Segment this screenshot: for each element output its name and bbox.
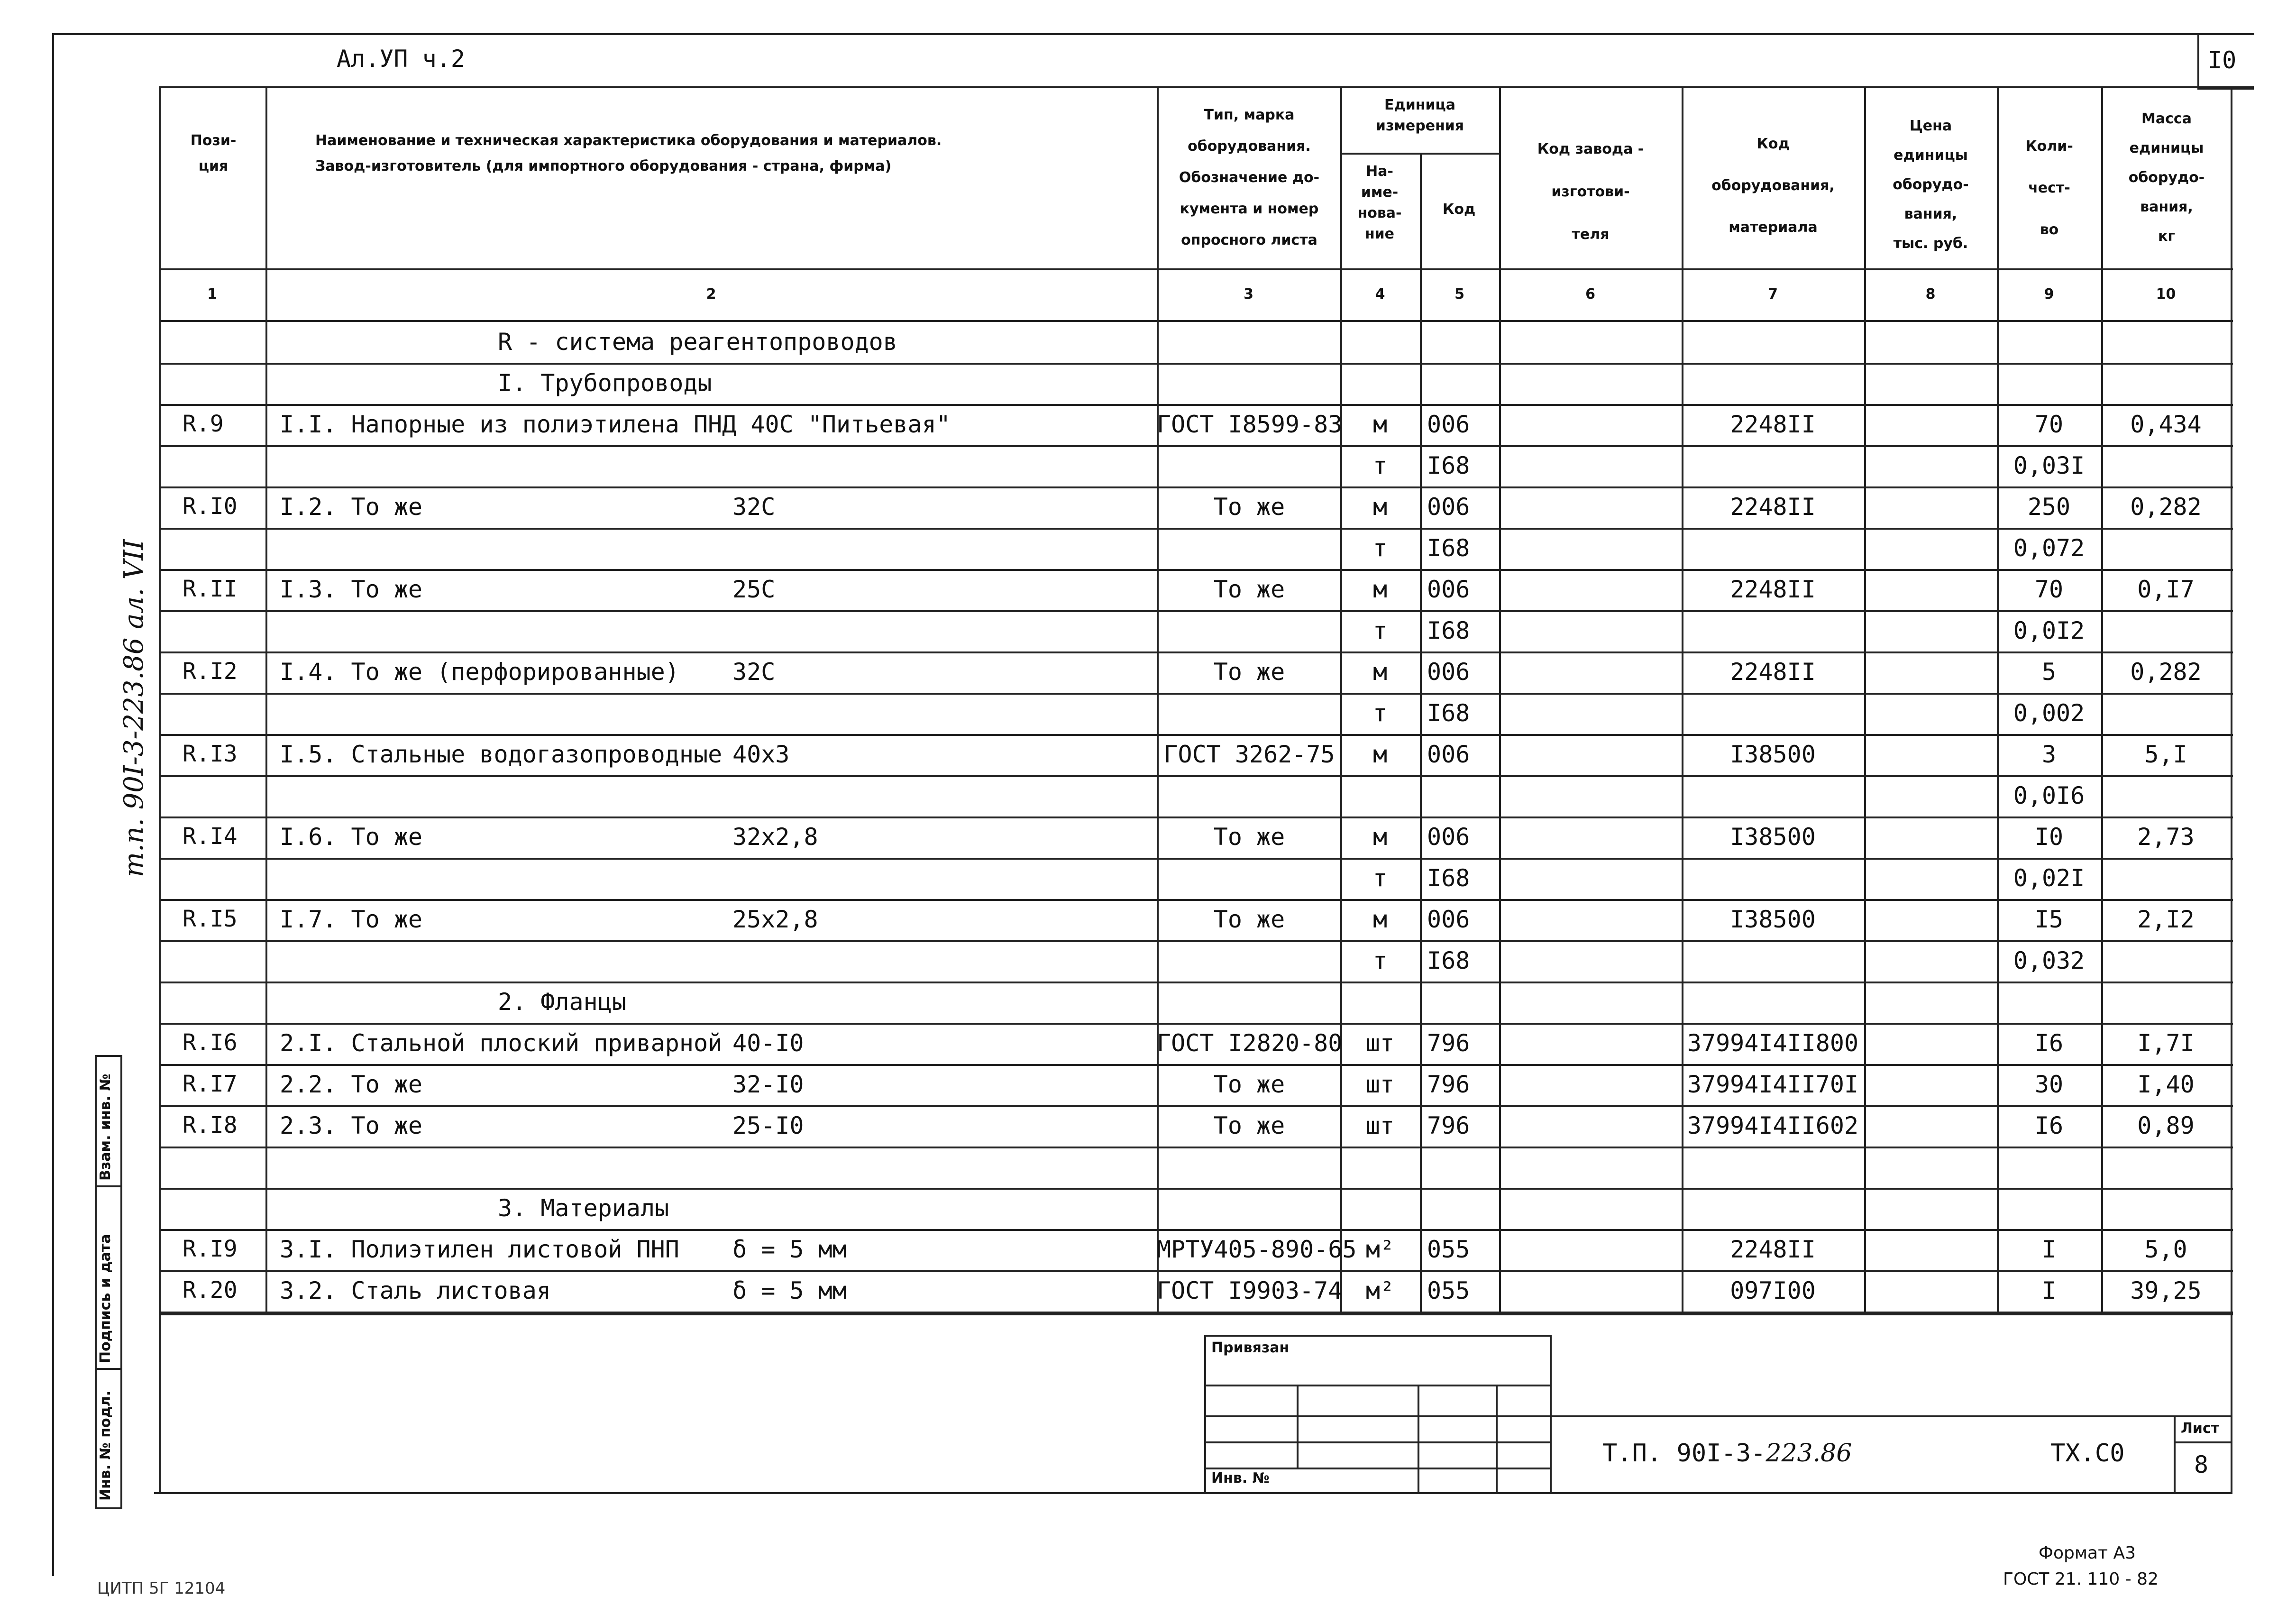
column-number: 8 — [1925, 286, 1936, 303]
row-mass: I,40 — [2137, 1071, 2195, 1098]
row-doc: То же — [1213, 823, 1285, 851]
row-unit: м — [1372, 906, 1388, 933]
row-material-code: 2248II — [1730, 658, 1816, 686]
row-code: I68 — [1427, 947, 1470, 974]
row-unit: м — [1372, 741, 1388, 768]
side-project-text: т.п. 90I-3-223.86 ал. VII — [119, 539, 149, 877]
row-quantity: 0,02I — [2013, 864, 2085, 892]
column-number: 1 — [207, 286, 217, 303]
row-line — [159, 1229, 2233, 1231]
corner-number: I0 — [2208, 46, 2237, 74]
bound-label: Привязан — [1211, 1340, 1290, 1356]
row-code: I68 — [1427, 864, 1470, 892]
row-name: 3.I. Полиэтилен листовой ПНП — [280, 1236, 679, 1263]
side-stamp-replace: Взам. инв. № — [97, 1073, 114, 1181]
bound-line3 — [1204, 1441, 1550, 1443]
row-position: R.I2 — [183, 658, 238, 685]
row-size: 25-I0 — [732, 1112, 804, 1139]
row-code: I68 — [1427, 699, 1470, 727]
header-col3: Тип, марка оборудования. Обозначение до- кумента и номер опросного листа — [1179, 107, 1320, 248]
row-material-code: 2248II — [1730, 411, 1816, 438]
row-mass: 2,I2 — [2137, 906, 2195, 933]
row-quantity: I — [2041, 1277, 2057, 1304]
row-quantity: 70 — [2034, 411, 2064, 438]
row-name: 2.3. То же — [280, 1112, 423, 1139]
column-number: 5 — [1454, 286, 1464, 303]
row-position: R.I4 — [183, 823, 238, 850]
column-number: 4 — [1375, 286, 1385, 303]
column-number: 10 — [2156, 286, 2176, 303]
row-line — [159, 1188, 2233, 1190]
row-quantity: 0,0I6 — [2013, 782, 2085, 809]
row-code: 055 — [1427, 1277, 1470, 1304]
project-prefix: Т.П. 90I-3- — [1602, 1439, 1766, 1468]
row-unit: т — [1372, 534, 1388, 562]
row-material-code: 2248II — [1730, 1236, 1816, 1263]
row-position: R.I3 — [183, 741, 238, 767]
row-code: 006 — [1427, 741, 1470, 768]
row-mass: 39,25 — [2130, 1277, 2202, 1304]
row-unit: м — [1372, 576, 1388, 603]
sheet-number: 8 — [2194, 1451, 2209, 1478]
row-code: 006 — [1427, 411, 1470, 438]
section-title: I. Трубопроводы — [498, 369, 712, 397]
row-position: R.I8 — [183, 1112, 238, 1138]
row-line — [159, 940, 2233, 942]
row-unit: м² — [1365, 1236, 1395, 1263]
sheet-label: Лист — [2181, 1420, 2220, 1437]
row-position: R.9 — [183, 411, 224, 437]
row-doc: То же — [1213, 658, 1285, 686]
row-quantity: I0 — [2034, 823, 2064, 851]
row-size: 40-I0 — [732, 1029, 804, 1057]
side-stamp-div2 — [95, 1368, 122, 1370]
row-line — [159, 363, 2233, 365]
bound-line4 — [1204, 1468, 1550, 1469]
row-doc: То же — [1213, 576, 1285, 603]
header-col1: Пози- ция — [190, 132, 237, 174]
row-code: 006 — [1427, 823, 1470, 851]
numbers-bottom-line — [159, 320, 2233, 322]
header-col6: Код завода - изготови- теля — [1537, 141, 1644, 243]
column-number: 9 — [2044, 286, 2054, 303]
header-col8: Цена единицы оборудо- вания, тыс. руб. — [1893, 118, 1969, 252]
bound-vline2 — [1418, 1385, 1419, 1492]
row-unit: м — [1372, 411, 1388, 438]
row-unit: т — [1372, 699, 1388, 727]
header-col7: Код оборудования, материала — [1711, 136, 1835, 236]
row-unit: м² — [1365, 1277, 1395, 1304]
row-name: 3.2. Сталь листовая — [280, 1277, 551, 1304]
bound-vline3 — [1496, 1385, 1498, 1492]
header-col4: На- име- нова- ние — [1357, 163, 1402, 242]
row-quantity: I6 — [2034, 1029, 2064, 1057]
column-number: 6 — [1585, 286, 1595, 303]
row-material-code: 2248II — [1730, 493, 1816, 521]
row-name: I.I. Напорные из полиэтилена ПНД 40С "Питьевая" — [280, 411, 951, 438]
row-quantity: 0,002 — [2013, 699, 2085, 727]
section-title: 3. Материалы — [498, 1194, 669, 1222]
row-code: 006 — [1427, 906, 1470, 933]
row-name: I.7. То же — [280, 906, 423, 933]
row-unit: шт — [1365, 1029, 1395, 1057]
row-name: I.5. Стальные водогазопроводные — [280, 741, 723, 768]
row-mass: 5,0 — [2144, 1236, 2187, 1263]
header-bottom-line — [159, 268, 2233, 270]
row-unit: т — [1372, 864, 1388, 892]
row-mass: 0,I7 — [2137, 576, 2195, 603]
column-number: 2 — [706, 286, 716, 303]
header-col9: Коли- чест- во — [2025, 138, 2073, 238]
section-title: R - система реагентопроводов — [498, 328, 897, 356]
project-number — [1602, 1439, 1852, 1468]
row-line — [159, 445, 2233, 447]
row-size: 32-I0 — [732, 1071, 804, 1098]
row-doc: То же — [1213, 1112, 1285, 1139]
row-quantity: 5 — [2041, 658, 2057, 686]
row-material-code: I38500 — [1730, 906, 1816, 933]
row-code: I68 — [1427, 617, 1470, 644]
row-line — [159, 1064, 2233, 1066]
column-line — [265, 86, 267, 1314]
row-mass: 0,282 — [2130, 493, 2202, 521]
corner-number-box — [2197, 33, 2254, 90]
row-unit: шт — [1365, 1071, 1395, 1098]
row-line — [159, 1023, 2233, 1025]
row-position: R.20 — [183, 1277, 238, 1303]
row-position: R.I6 — [183, 1029, 238, 1056]
row-line — [159, 610, 2233, 612]
row-line — [159, 734, 2233, 736]
row-name: I.6. То же — [280, 823, 423, 851]
row-name: 2.2. То же — [280, 1071, 423, 1098]
row-line — [159, 1147, 2233, 1148]
footer-left: ЦИТП 5Г 12104 — [97, 1579, 226, 1598]
row-material-code: 097I00 — [1730, 1277, 1816, 1304]
sheet-divider — [2174, 1441, 2231, 1443]
row-mass: 0,434 — [2130, 411, 2202, 438]
outer-frame-right — [52, 33, 2254, 35]
row-code: 055 — [1427, 1236, 1470, 1263]
row-line — [159, 693, 2233, 695]
row-unit: т — [1372, 947, 1388, 974]
row-doc: ГОСТ 3262-75 — [1163, 741, 1335, 768]
row-size: δ = 5 мм — [732, 1277, 847, 1304]
row-quantity: 30 — [2034, 1071, 2064, 1098]
side-stamp-inv: Инв. № подл. — [97, 1390, 114, 1501]
row-unit: м — [1372, 823, 1388, 851]
row-unit: м — [1372, 658, 1388, 686]
header-col2: Наименование и техническая характеристика оборудования и материалов. Завод-изготовитель (для импортного оборудования - страна, фирма) — [315, 132, 942, 174]
header-units-group: Единица измерения — [1375, 97, 1464, 134]
row-size: 25С — [732, 576, 776, 603]
row-mass: 2,73 — [2137, 823, 2195, 851]
row-unit: т — [1372, 452, 1388, 479]
row-quantity: 0,032 — [2013, 947, 2085, 974]
row-doc: МРТУ405-890-65 — [1157, 1236, 1357, 1263]
row-material-code: I38500 — [1730, 823, 1816, 851]
row-doc: То же — [1213, 906, 1285, 933]
bound-line2 — [1204, 1415, 1550, 1417]
row-position: R.I9 — [183, 1236, 238, 1262]
album-label: Ал.УП ч.2 — [337, 45, 465, 73]
row-line — [159, 1270, 2233, 1272]
row-size: 25x2,8 — [732, 906, 818, 933]
row-position: R.II — [183, 576, 238, 602]
column-line — [1864, 86, 1866, 1314]
row-name: I.3. То же — [280, 576, 423, 603]
row-line — [159, 528, 2233, 530]
row-quantity: I — [2041, 1236, 2057, 1263]
row-quantity: 250 — [2027, 493, 2071, 521]
column-number: 3 — [1244, 286, 1253, 303]
side-stamp-div1 — [95, 1185, 122, 1187]
row-size: 32С — [732, 658, 776, 686]
row-doc: То же — [1213, 1071, 1285, 1098]
row-position: R.I5 — [183, 906, 238, 932]
row-code: 796 — [1427, 1071, 1470, 1098]
unit-group-line — [1340, 153, 1499, 155]
row-quantity: 3 — [2041, 741, 2057, 768]
row-doc: ГОСТ I2820-80 — [1157, 1029, 1343, 1057]
row-line — [159, 1312, 2233, 1313]
inv-label: Инв. № — [1211, 1470, 1270, 1486]
row-mass: I,7I — [2137, 1029, 2195, 1057]
row-line — [159, 775, 2233, 777]
row-unit: шт — [1365, 1112, 1395, 1139]
header-col10: Масса единицы оборудо- вания, кг — [2128, 110, 2205, 245]
row-line — [159, 404, 2233, 406]
row-unit: т — [1372, 617, 1388, 644]
row-name: I.2. То же — [280, 493, 423, 521]
row-name: I.4. То же (перфорированные) — [280, 658, 679, 686]
row-line — [159, 651, 2233, 653]
row-mass: 5,I — [2144, 741, 2187, 768]
column-line — [1420, 153, 1422, 1314]
row-material-code: 37994I4II602 — [1687, 1112, 1859, 1139]
footer-format: Формат А3 — [2039, 1543, 2136, 1563]
row-code: I68 — [1427, 534, 1470, 562]
row-line — [159, 899, 2233, 901]
row-quantity: 70 — [2034, 576, 2064, 603]
footer-gost: ГОСТ 21. 110 - 82 — [2003, 1569, 2159, 1589]
row-line — [159, 486, 2233, 488]
row-doc: ГОСТ I8599-83 — [1157, 411, 1343, 438]
row-quantity: I6 — [2034, 1112, 2064, 1139]
row-size: 32С — [732, 493, 776, 521]
side-stamp-sign-date: Подпись и дата — [97, 1234, 114, 1363]
row-position: R.I7 — [183, 1071, 238, 1097]
row-size: δ = 5 мм — [732, 1236, 847, 1263]
bound-line1 — [1204, 1385, 1550, 1386]
row-quantity: 0,072 — [2013, 534, 2085, 562]
project-handwritten: 223.86 — [1765, 1439, 1852, 1468]
row-line — [159, 817, 2233, 818]
row-mass: 0,282 — [2130, 658, 2202, 686]
row-code: 796 — [1427, 1029, 1470, 1057]
row-doc: ГОСТ I9903-74 — [1157, 1277, 1343, 1304]
row-code: 006 — [1427, 658, 1470, 686]
row-unit: м — [1372, 493, 1388, 521]
row-size: 40x3 — [732, 741, 790, 768]
row-doc: То же — [1213, 493, 1285, 521]
row-quantity: 0,0I2 — [2013, 617, 2085, 644]
row-line — [159, 982, 2233, 983]
row-quantity: I5 — [2034, 906, 2064, 933]
row-code: I68 — [1427, 452, 1470, 479]
column-number: 7 — [1768, 286, 1778, 303]
row-code: 796 — [1427, 1112, 1470, 1139]
table-bottom-line — [159, 1313, 2233, 1315]
column-line — [1499, 86, 1501, 1314]
row-material-code: I38500 — [1730, 741, 1816, 768]
frame-right-line — [2231, 86, 2232, 1494]
row-material-code: 2248II — [1730, 576, 1816, 603]
row-size: 32x2,8 — [732, 823, 818, 851]
header-col5: Код — [1442, 201, 1476, 218]
row-line — [159, 858, 2233, 860]
section-title: 2. Фланцы — [498, 988, 626, 1016]
doc-code: ТХ.С0 — [2050, 1439, 2125, 1468]
row-position: R.I0 — [183, 493, 238, 520]
row-name: 2.I. Стальной плоский приварной — [280, 1029, 723, 1057]
row-code: 006 — [1427, 493, 1470, 521]
row-line — [159, 1105, 2233, 1107]
row-quantity: 0,03I — [2013, 452, 2085, 479]
row-mass: 0,89 — [2137, 1112, 2195, 1139]
row-material-code: 37994I4II800 — [1687, 1029, 1859, 1057]
row-line — [159, 569, 2233, 571]
row-code: 006 — [1427, 576, 1470, 603]
bound-vline1 — [1297, 1385, 1299, 1468]
row-material-code: 37994I4II70I — [1687, 1071, 1859, 1098]
